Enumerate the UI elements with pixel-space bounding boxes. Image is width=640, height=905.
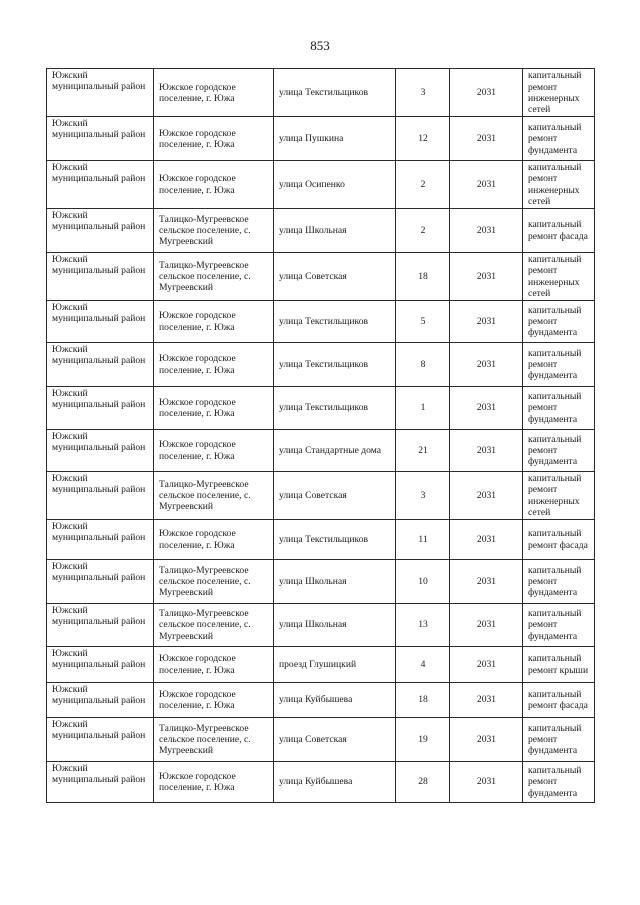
work-type-cell: капитальный ремонт фундамента: [523, 342, 595, 386]
work-type-cell: капитальный ремонт фундамента: [523, 386, 595, 429]
house-number-cell: 3: [396, 471, 450, 519]
settlement-cell: Южское городское поселение, г. Южа: [154, 117, 274, 161]
year-cell: 2031: [450, 603, 523, 646]
table-body: [47, 69, 595, 803]
table-row: [47, 603, 595, 646]
year-cell: 2031: [450, 342, 523, 386]
district-cell: Южский муниципальный район: [47, 69, 154, 117]
year-cell: 2031: [450, 386, 523, 429]
house-number-cell: 12: [396, 117, 450, 161]
house-number-cell: 13: [396, 603, 450, 646]
district-cell: Южский муниципальный район: [47, 761, 154, 802]
settlement-cell: Южское городское поселение, г. Южа: [154, 761, 274, 802]
house-number-cell: 4: [396, 646, 450, 682]
street-cell: улица Советская: [274, 471, 396, 519]
table-row: [47, 208, 595, 252]
year-cell: 2031: [450, 646, 523, 682]
house-number-cell: 3: [396, 69, 450, 117]
house-number-cell: 2: [396, 208, 450, 252]
street-cell: улица Куйбышева: [274, 682, 396, 717]
district-cell: Южский муниципальный район: [47, 117, 154, 161]
settlement-cell: Талицко-Мугреевское сельское поселение, с. Мугреевский: [154, 252, 274, 300]
settlement-cell: Южское городское поселение, г. Южа: [154, 386, 274, 429]
street-cell: улица Куйбышева: [274, 761, 396, 802]
year-cell: 2031: [450, 117, 523, 161]
district-cell: Южский муниципальный район: [47, 252, 154, 300]
house-number-cell: 1: [396, 386, 450, 429]
house-number-cell: 11: [396, 519, 450, 559]
work-type-cell: капитальный ремонт инженерных сетей: [523, 161, 595, 209]
work-type-cell: капитальный ремонт фундамента: [523, 559, 595, 603]
year-cell: 2031: [450, 300, 523, 342]
street-cell: улица Школьная: [274, 559, 396, 603]
year-cell: 2031: [450, 208, 523, 252]
table-row: [47, 161, 595, 209]
year-cell: 2031: [450, 252, 523, 300]
table-row: [47, 519, 595, 559]
table-row: [47, 471, 595, 519]
year-cell: 2031: [450, 682, 523, 717]
house-number-cell: 18: [396, 682, 450, 717]
house-number-cell: 10: [396, 559, 450, 603]
house-number-cell: 2: [396, 161, 450, 209]
work-type-cell: капитальный ремонт инженерных сетей: [523, 252, 595, 300]
year-cell: 2031: [450, 69, 523, 117]
street-cell: улица Советская: [274, 252, 396, 300]
street-cell: улица Текстильщиков: [274, 386, 396, 429]
district-cell: Южский муниципальный район: [47, 386, 154, 429]
district-cell: Южский муниципальный район: [47, 161, 154, 209]
work-type-cell: капитальный ремонт крыши: [523, 646, 595, 682]
table-row: [47, 559, 595, 603]
year-cell: 2031: [450, 161, 523, 209]
settlement-cell: Талицко-Мугреевское сельское поселение, с. Мугреевский: [154, 559, 274, 603]
settlement-cell: Южское городское поселение, г. Южа: [154, 69, 274, 117]
year-cell: 2031: [450, 559, 523, 603]
table-row: [47, 386, 595, 429]
table-row: [47, 342, 595, 386]
settlement-cell: Южское городское поселение, г. Южа: [154, 429, 274, 471]
house-number-cell: 8: [396, 342, 450, 386]
house-number-cell: 5: [396, 300, 450, 342]
district-cell: Южский муниципальный район: [47, 208, 154, 252]
district-cell: Южский муниципальный район: [47, 717, 154, 761]
street-cell: улица Текстильщиков: [274, 342, 396, 386]
year-cell: 2031: [450, 717, 523, 761]
district-cell: Южский муниципальный район: [47, 519, 154, 559]
house-number-cell: 18: [396, 252, 450, 300]
district-cell: Южский муниципальный район: [47, 342, 154, 386]
table-row: [47, 717, 595, 761]
house-number-cell: 21: [396, 429, 450, 471]
street-cell: улица Пушкина: [274, 117, 396, 161]
work-type-cell: капитальный ремонт фундамента: [523, 300, 595, 342]
settlement-cell: Южское городское поселение, г. Южа: [154, 682, 274, 717]
repair-schedule-table: [46, 68, 595, 803]
district-cell: Южский муниципальный район: [47, 429, 154, 471]
district-cell: Южский муниципальный район: [47, 471, 154, 519]
district-cell: Южский муниципальный район: [47, 300, 154, 342]
settlement-cell: Южское городское поселение, г. Южа: [154, 519, 274, 559]
work-type-cell: капитальный ремонт фундамента: [523, 603, 595, 646]
district-cell: Южский муниципальный район: [47, 646, 154, 682]
work-type-cell: капитальный ремонт инженерных сетей: [523, 471, 595, 519]
street-cell: улица Школьная: [274, 603, 396, 646]
settlement-cell: Талицко-Мугреевское сельское поселение, с. Мугреевский: [154, 471, 274, 519]
settlement-cell: Талицко-Мугреевское сельское поселение, с. Мугреевский: [154, 717, 274, 761]
district-cell: Южский муниципальный район: [47, 559, 154, 603]
settlement-cell: Южское городское поселение, г. Южа: [154, 161, 274, 209]
table-row: [47, 117, 595, 161]
page-number: 853: [310, 38, 330, 53]
street-cell: улица Советская: [274, 717, 396, 761]
street-cell: улица Стандартные дома: [274, 429, 396, 471]
work-type-cell: капитальный ремонт инженерных сетей: [523, 69, 595, 117]
table-row: [47, 429, 595, 471]
year-cell: 2031: [450, 519, 523, 559]
settlement-cell: Талицко-Мугреевское сельское поселение, с. Мугреевский: [154, 603, 274, 646]
work-type-cell: капитальный ремонт фасада: [523, 208, 595, 252]
street-cell: улица Текстильщиков: [274, 300, 396, 342]
work-type-cell: капитальный ремонт фундамента: [523, 761, 595, 802]
year-cell: 2031: [450, 471, 523, 519]
street-cell: улица Текстильщиков: [274, 519, 396, 559]
street-cell: улица Школьная: [274, 208, 396, 252]
street-cell: проезд Глушицкий: [274, 646, 396, 682]
district-cell: Южский муниципальный район: [47, 682, 154, 717]
year-cell: 2031: [450, 429, 523, 471]
table-row: [47, 682, 595, 717]
work-type-cell: капитальный ремонт фасада: [523, 682, 595, 717]
table-row: [47, 761, 595, 802]
table-row: [47, 646, 595, 682]
table-row: [47, 300, 595, 342]
settlement-cell: Южское городское поселение, г. Южа: [154, 300, 274, 342]
house-number-cell: 19: [396, 717, 450, 761]
house-number-cell: 28: [396, 761, 450, 802]
settlement-cell: Талицко-Мугреевское сельское поселение, с. Мугреевский: [154, 208, 274, 252]
year-cell: 2031: [450, 761, 523, 802]
work-type-cell: капитальный ремонт фасада: [523, 519, 595, 559]
street-cell: улица Текстильщиков: [274, 69, 396, 117]
street-cell: улица Осипенко: [274, 161, 396, 209]
work-type-cell: капитальный ремонт фундамента: [523, 429, 595, 471]
settlement-cell: Южское городское поселение, г. Южа: [154, 342, 274, 386]
work-type-cell: капитальный ремонт фундамента: [523, 717, 595, 761]
work-type-cell: капитальный ремонт фундамента: [523, 117, 595, 161]
table-row: [47, 252, 595, 300]
settlement-cell: Южское городское поселение, г. Южа: [154, 646, 274, 682]
district-cell: Южский муниципальный район: [47, 603, 154, 646]
table-row: [47, 69, 595, 117]
